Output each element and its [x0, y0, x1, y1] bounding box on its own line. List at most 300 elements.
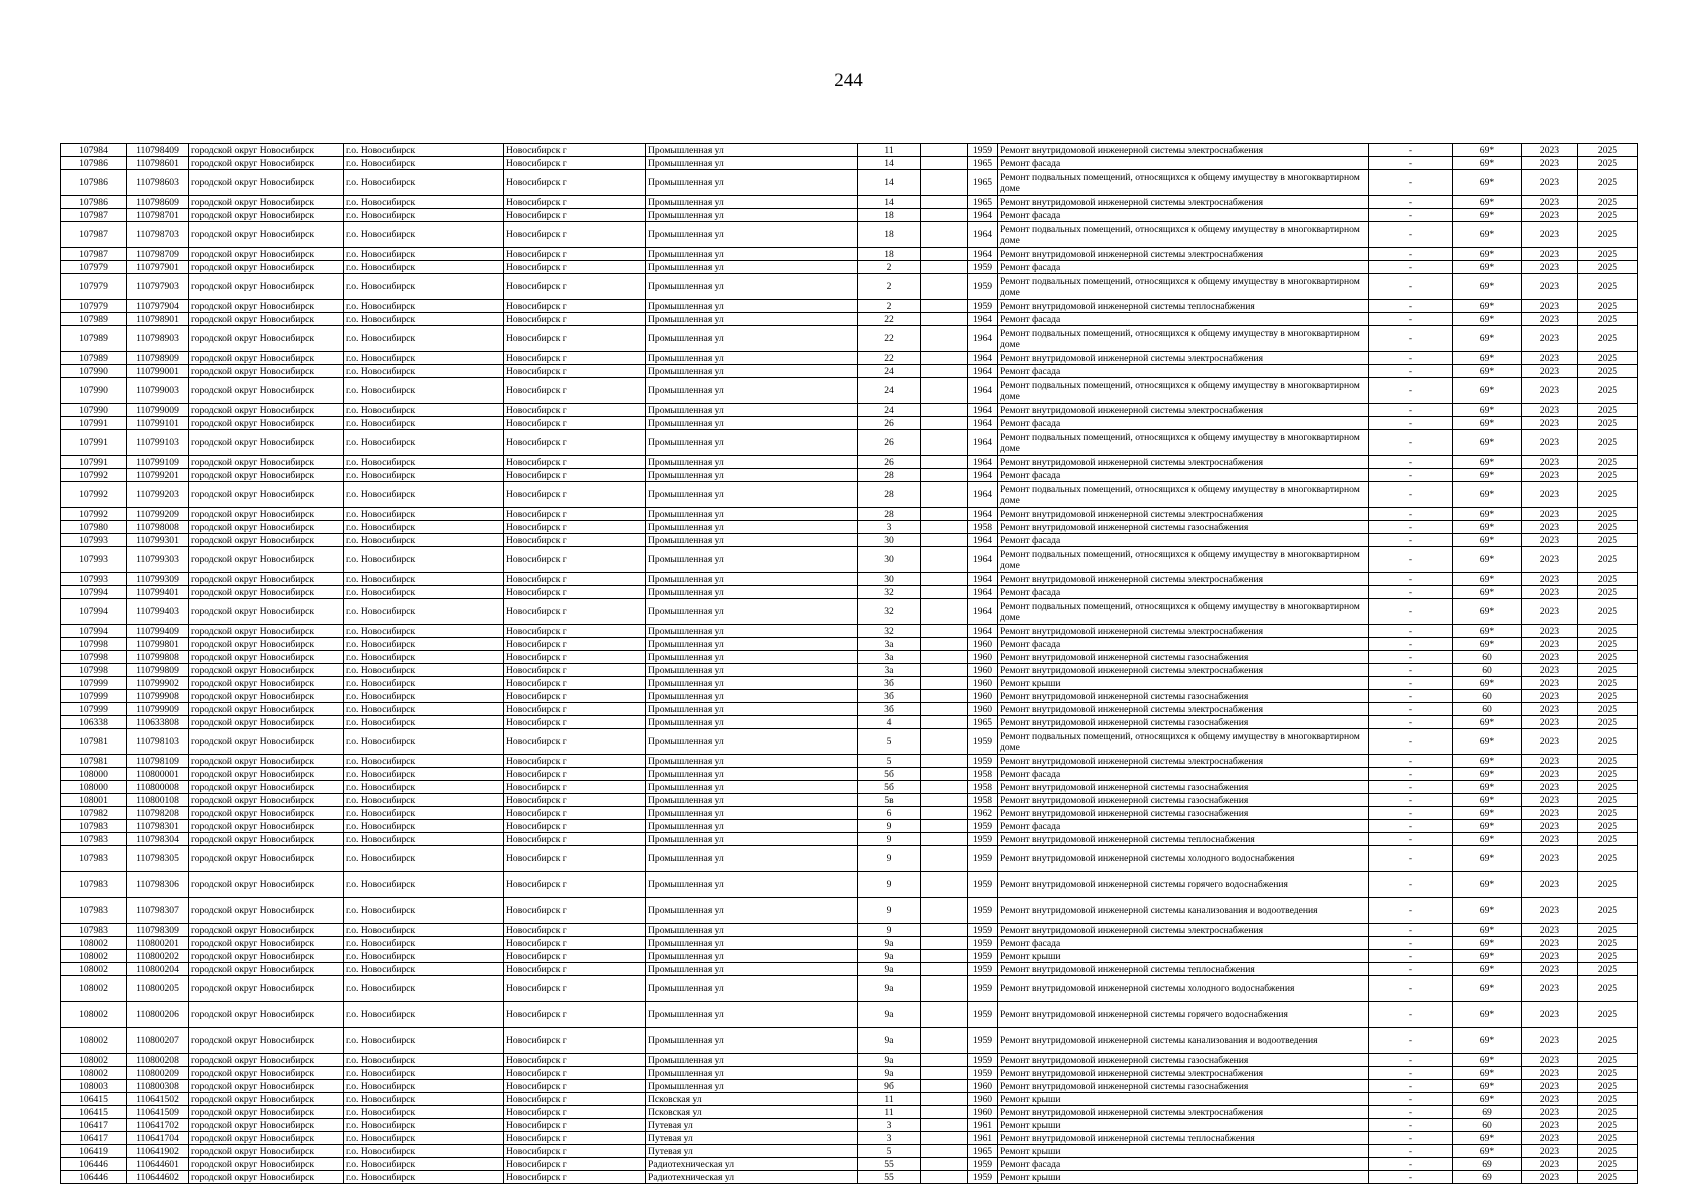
street-cell: Промышленная ул: [646, 703, 858, 716]
end-year-cell: 2025: [1578, 482, 1638, 508]
house-number-cell: 9а: [858, 1002, 921, 1028]
street-cell: Промышленная ул: [646, 196, 858, 209]
end-year-cell: 2025: [1578, 1145, 1638, 1158]
end-year-cell: 2025: [1578, 1106, 1638, 1119]
municipal-district-cell: городской округ Новосибирск: [189, 365, 344, 378]
wear-percent-cell: 69*: [1453, 313, 1522, 326]
table-row: [61, 300, 1638, 313]
build-year-cell: 1959: [968, 1067, 998, 1080]
work-type-cell: Ремонт фасада: [998, 937, 1369, 950]
start-year-cell: 2023: [1522, 157, 1578, 170]
municipal-district-cell: городской округ Новосибирск: [189, 1158, 344, 1171]
locality-cell: Новосибирск г: [504, 1054, 646, 1067]
house-number-cell: 5: [858, 729, 921, 755]
start-year-cell: 2023: [1522, 1080, 1578, 1093]
work-id-cell: 110797903: [127, 274, 189, 300]
row-id-cell: 108002: [61, 976, 127, 1002]
locality-cell: Новосибирск г: [504, 651, 646, 664]
settlement-cell: г.о. Новосибирск: [344, 300, 504, 313]
street-cell: Промышленная ул: [646, 144, 858, 157]
municipal-district-cell: городской округ Новосибирск: [189, 1119, 344, 1132]
table-row: [61, 820, 1638, 833]
locality-cell: Новосибирск г: [504, 872, 646, 898]
row-id-cell: 107983: [61, 898, 127, 924]
table-row: [61, 1145, 1638, 1158]
work-id-cell: 110633808: [127, 716, 189, 729]
build-year-cell: 1959: [968, 1002, 998, 1028]
wear-percent-cell: 69*: [1453, 482, 1522, 508]
row-id-cell: 107993: [61, 534, 127, 547]
table-row: [61, 248, 1638, 261]
table-row: [61, 365, 1638, 378]
street-cell: Промышленная ул: [646, 794, 858, 807]
row-id-cell: 107992: [61, 482, 127, 508]
street-cell: Промышленная ул: [646, 547, 858, 573]
wear-percent-cell: 69*: [1453, 1002, 1522, 1028]
extra-value-cell: -: [1369, 677, 1453, 690]
street-cell: Промышленная ул: [646, 222, 858, 248]
locality-cell: Новосибирск г: [504, 963, 646, 976]
settlement-cell: г.о. Новосибирск: [344, 898, 504, 924]
wear-percent-cell: 69*: [1453, 261, 1522, 274]
end-year-cell: 2025: [1578, 846, 1638, 872]
municipal-district-cell: городской округ Новосибирск: [189, 300, 344, 313]
building-number-cell: [921, 1119, 968, 1132]
end-year-cell: 2025: [1578, 1054, 1638, 1067]
build-year-cell: 1965: [968, 716, 998, 729]
building-number-cell: [921, 521, 968, 534]
building-number-cell: [921, 651, 968, 664]
locality-cell: Новосибирск г: [504, 144, 646, 157]
end-year-cell: 2025: [1578, 599, 1638, 625]
work-type-cell: Ремонт внутридомовой инженерной системы газоснабжения: [998, 521, 1369, 534]
building-number-cell: [921, 430, 968, 456]
wear-percent-cell: 69*: [1453, 157, 1522, 170]
table-row: [61, 261, 1638, 274]
settlement-cell: г.о. Новосибирск: [344, 417, 504, 430]
building-number-cell: [921, 1093, 968, 1106]
row-id-cell: 107992: [61, 469, 127, 482]
end-year-cell: 2025: [1578, 1093, 1638, 1106]
work-id-cell: 110799809: [127, 664, 189, 677]
building-number-cell: [921, 976, 968, 1002]
work-id-cell: 110799909: [127, 703, 189, 716]
work-id-cell: 110798307: [127, 898, 189, 924]
house-number-cell: 9: [858, 924, 921, 937]
end-year-cell: 2025: [1578, 781, 1638, 794]
street-cell: Промышленная ул: [646, 807, 858, 820]
build-year-cell: 1959: [968, 729, 998, 755]
table-row: [61, 651, 1638, 664]
street-cell: Промышленная ул: [646, 846, 858, 872]
extra-value-cell: -: [1369, 638, 1453, 651]
settlement-cell: г.о. Новосибирск: [344, 1119, 504, 1132]
street-cell: Промышленная ул: [646, 950, 858, 963]
settlement-cell: г.о. Новосибирск: [344, 157, 504, 170]
settlement-cell: г.о. Новосибирск: [344, 664, 504, 677]
start-year-cell: 2023: [1522, 1093, 1578, 1106]
house-number-cell: 30: [858, 573, 921, 586]
building-number-cell: [921, 1158, 968, 1171]
build-year-cell: 1964: [968, 573, 998, 586]
wear-percent-cell: 69*: [1453, 144, 1522, 157]
settlement-cell: г.о. Новосибирск: [344, 209, 504, 222]
work-id-cell: 110798901: [127, 313, 189, 326]
row-id-cell: 107984: [61, 144, 127, 157]
locality-cell: Новосибирск г: [504, 1106, 646, 1119]
end-year-cell: 2025: [1578, 807, 1638, 820]
work-type-cell: Ремонт внутридомовой инженерной системы электроснабжения: [998, 1106, 1369, 1119]
table-row: [61, 729, 1638, 755]
wear-percent-cell: 69*: [1453, 1067, 1522, 1080]
settlement-cell: г.о. Новосибирск: [344, 703, 504, 716]
work-type-cell: Ремонт фасада: [998, 417, 1369, 430]
building-number-cell: [921, 365, 968, 378]
table-row: [61, 664, 1638, 677]
work-type-cell: Ремонт фасада: [998, 157, 1369, 170]
house-number-cell: 9: [858, 846, 921, 872]
extra-value-cell: -: [1369, 1028, 1453, 1054]
row-id-cell: 107994: [61, 625, 127, 638]
end-year-cell: 2025: [1578, 586, 1638, 599]
document-table-wrapper: [60, 143, 1637, 1184]
row-id-cell: 107991: [61, 417, 127, 430]
municipal-district-cell: городской округ Новосибирск: [189, 703, 344, 716]
wear-percent-cell: 69*: [1453, 404, 1522, 417]
house-number-cell: 3б: [858, 677, 921, 690]
table-row: [61, 482, 1638, 508]
building-number-cell: [921, 1132, 968, 1145]
house-number-cell: 11: [858, 144, 921, 157]
table-row: [61, 547, 1638, 573]
work-id-cell: 110641702: [127, 1119, 189, 1132]
row-id-cell: 107990: [61, 378, 127, 404]
work-id-cell: 110799003: [127, 378, 189, 404]
extra-value-cell: -: [1369, 144, 1453, 157]
work-type-cell: Ремонт внутридомовой инженерной системы канализования и водоотведения: [998, 1028, 1369, 1054]
work-id-cell: 110641902: [127, 1145, 189, 1158]
start-year-cell: 2023: [1522, 170, 1578, 196]
municipal-district-cell: городской округ Новосибирск: [189, 157, 344, 170]
settlement-cell: г.о. Новосибирск: [344, 690, 504, 703]
building-number-cell: [921, 755, 968, 768]
start-year-cell: 2023: [1522, 586, 1578, 599]
house-number-cell: 24: [858, 365, 921, 378]
house-number-cell: 9а: [858, 937, 921, 950]
street-cell: Промышленная ул: [646, 820, 858, 833]
locality-cell: Новосибирск г: [504, 833, 646, 846]
house-number-cell: 32: [858, 625, 921, 638]
locality-cell: Новосибирск г: [504, 378, 646, 404]
end-year-cell: 2025: [1578, 456, 1638, 469]
end-year-cell: 2025: [1578, 144, 1638, 157]
street-cell: Промышленная ул: [646, 482, 858, 508]
work-id-cell: 110800204: [127, 963, 189, 976]
wear-percent-cell: 69*: [1453, 924, 1522, 937]
wear-percent-cell: 69*: [1453, 638, 1522, 651]
building-number-cell: [921, 794, 968, 807]
work-type-cell: Ремонт внутридомовой инженерной системы электроснабжения: [998, 508, 1369, 521]
municipal-district-cell: городской округ Новосибирск: [189, 963, 344, 976]
extra-value-cell: -: [1369, 157, 1453, 170]
settlement-cell: г.о. Новосибирск: [344, 1145, 504, 1158]
work-id-cell: 110799409: [127, 625, 189, 638]
row-id-cell: 108002: [61, 950, 127, 963]
end-year-cell: 2025: [1578, 313, 1638, 326]
street-cell: Промышленная ул: [646, 300, 858, 313]
table-row: [61, 1106, 1638, 1119]
settlement-cell: г.о. Новосибирск: [344, 326, 504, 352]
start-year-cell: 2023: [1522, 1028, 1578, 1054]
build-year-cell: 1958: [968, 794, 998, 807]
row-id-cell: 108002: [61, 963, 127, 976]
end-year-cell: 2025: [1578, 1158, 1638, 1171]
street-cell: Промышленная ул: [646, 963, 858, 976]
house-number-cell: 5б: [858, 781, 921, 794]
settlement-cell: г.о. Новосибирск: [344, 677, 504, 690]
building-number-cell: [921, 144, 968, 157]
start-year-cell: 2023: [1522, 898, 1578, 924]
building-number-cell: [921, 638, 968, 651]
wear-percent-cell: 69*: [1453, 599, 1522, 625]
start-year-cell: 2023: [1522, 196, 1578, 209]
building-number-cell: [921, 768, 968, 781]
locality-cell: Новосибирск г: [504, 1028, 646, 1054]
settlement-cell: г.о. Новосибирск: [344, 521, 504, 534]
building-number-cell: [921, 547, 968, 573]
wear-percent-cell: 69*: [1453, 547, 1522, 573]
extra-value-cell: -: [1369, 170, 1453, 196]
row-id-cell: 107983: [61, 833, 127, 846]
locality-cell: Новосибирск г: [504, 313, 646, 326]
locality-cell: Новосибирск г: [504, 1119, 646, 1132]
build-year-cell: 1964: [968, 508, 998, 521]
building-number-cell: [921, 1028, 968, 1054]
wear-percent-cell: 69*: [1453, 898, 1522, 924]
wear-percent-cell: 69*: [1453, 274, 1522, 300]
house-number-cell: 30: [858, 534, 921, 547]
work-id-cell: 110799203: [127, 482, 189, 508]
house-number-cell: 18: [858, 222, 921, 248]
locality-cell: Новосибирск г: [504, 248, 646, 261]
building-number-cell: [921, 157, 968, 170]
street-cell: Промышленная ул: [646, 1067, 858, 1080]
street-cell: Промышленная ул: [646, 937, 858, 950]
locality-cell: Новосибирск г: [504, 1145, 646, 1158]
wear-percent-cell: 69*: [1453, 469, 1522, 482]
end-year-cell: 2025: [1578, 833, 1638, 846]
street-cell: Промышленная ул: [646, 872, 858, 898]
building-number-cell: [921, 456, 968, 469]
locality-cell: Новосибирск г: [504, 1067, 646, 1080]
extra-value-cell: -: [1369, 469, 1453, 482]
municipal-district-cell: городской округ Новосибирск: [189, 1067, 344, 1080]
street-cell: Промышленная ул: [646, 625, 858, 638]
municipal-district-cell: городской округ Новосибирск: [189, 417, 344, 430]
end-year-cell: 2025: [1578, 1119, 1638, 1132]
work-id-cell: 110798601: [127, 157, 189, 170]
extra-value-cell: -: [1369, 1145, 1453, 1158]
build-year-cell: 1965: [968, 196, 998, 209]
settlement-cell: г.о. Новосибирск: [344, 833, 504, 846]
start-year-cell: 2023: [1522, 950, 1578, 963]
building-number-cell: [921, 248, 968, 261]
settlement-cell: г.о. Новосибирск: [344, 378, 504, 404]
house-number-cell: 22: [858, 326, 921, 352]
settlement-cell: г.о. Новосибирск: [344, 261, 504, 274]
extra-value-cell: -: [1369, 313, 1453, 326]
locality-cell: Новосибирск г: [504, 729, 646, 755]
work-type-cell: Ремонт фасада: [998, 261, 1369, 274]
row-id-cell: 107998: [61, 664, 127, 677]
wear-percent-cell: 69*: [1453, 352, 1522, 365]
table-row: [61, 1119, 1638, 1132]
build-year-cell: 1965: [968, 157, 998, 170]
build-year-cell: 1959: [968, 937, 998, 950]
row-id-cell: 106415: [61, 1093, 127, 1106]
work-id-cell: 110798409: [127, 144, 189, 157]
extra-value-cell: -: [1369, 976, 1453, 1002]
street-cell: Промышленная ул: [646, 248, 858, 261]
work-id-cell: 110798701: [127, 209, 189, 222]
wear-percent-cell: 69*: [1453, 170, 1522, 196]
work-type-cell: Ремонт внутридомовой инженерной системы газоснабжения: [998, 794, 1369, 807]
end-year-cell: 2025: [1578, 352, 1638, 365]
house-number-cell: 3а: [858, 664, 921, 677]
row-id-cell: 106415: [61, 1106, 127, 1119]
table-row: [61, 794, 1638, 807]
locality-cell: Новосибирск г: [504, 1132, 646, 1145]
house-number-cell: 9а: [858, 1067, 921, 1080]
start-year-cell: 2023: [1522, 1132, 1578, 1145]
extra-value-cell: -: [1369, 664, 1453, 677]
wear-percent-cell: 69*: [1453, 625, 1522, 638]
house-number-cell: 14: [858, 196, 921, 209]
work-type-cell: Ремонт внутридомовой инженерной системы электроснабжения: [998, 456, 1369, 469]
street-cell: Промышленная ул: [646, 521, 858, 534]
building-number-cell: [921, 222, 968, 248]
settlement-cell: г.о. Новосибирск: [344, 352, 504, 365]
build-year-cell: 1964: [968, 586, 998, 599]
wear-percent-cell: 69*: [1453, 417, 1522, 430]
end-year-cell: 2025: [1578, 508, 1638, 521]
building-number-cell: [921, 313, 968, 326]
municipal-district-cell: городской округ Новосибирск: [189, 1093, 344, 1106]
table-row: [61, 573, 1638, 586]
settlement-cell: г.о. Новосибирск: [344, 274, 504, 300]
settlement-cell: г.о. Новосибирск: [344, 820, 504, 833]
municipal-district-cell: городской округ Новосибирск: [189, 820, 344, 833]
settlement-cell: г.о. Новосибирск: [344, 196, 504, 209]
building-number-cell: [921, 417, 968, 430]
end-year-cell: 2025: [1578, 547, 1638, 573]
table-row: [61, 326, 1638, 352]
municipal-district-cell: городской округ Новосибирск: [189, 313, 344, 326]
work-type-cell: Ремонт внутридомовой инженерной системы газоснабжения: [998, 690, 1369, 703]
extra-value-cell: -: [1369, 248, 1453, 261]
end-year-cell: 2025: [1578, 170, 1638, 196]
start-year-cell: 2023: [1522, 794, 1578, 807]
locality-cell: Новосибирск г: [504, 274, 646, 300]
build-year-cell: 1964: [968, 378, 998, 404]
table-row: [61, 469, 1638, 482]
table-row: [61, 157, 1638, 170]
end-year-cell: 2025: [1578, 755, 1638, 768]
house-number-cell: 5в: [858, 794, 921, 807]
street-cell: Промышленная ул: [646, 638, 858, 651]
wear-percent-cell: 69*: [1453, 950, 1522, 963]
extra-value-cell: -: [1369, 1080, 1453, 1093]
row-id-cell: 107979: [61, 261, 127, 274]
extra-value-cell: -: [1369, 534, 1453, 547]
start-year-cell: 2023: [1522, 326, 1578, 352]
building-number-cell: [921, 950, 968, 963]
building-number-cell: [921, 1002, 968, 1028]
settlement-cell: г.о. Новосибирск: [344, 937, 504, 950]
settlement-cell: г.о. Новосибирск: [344, 729, 504, 755]
start-year-cell: 2023: [1522, 378, 1578, 404]
row-id-cell: 107986: [61, 196, 127, 209]
work-type-cell: Ремонт внутридомовой инженерной системы электроснабжения: [998, 248, 1369, 261]
end-year-cell: 2025: [1578, 248, 1638, 261]
table-row: [61, 716, 1638, 729]
build-year-cell: 1964: [968, 404, 998, 417]
house-number-cell: 55: [858, 1171, 921, 1184]
house-number-cell: 9: [858, 833, 921, 846]
municipal-district-cell: городской округ Новосибирск: [189, 872, 344, 898]
work-id-cell: 110800205: [127, 976, 189, 1002]
start-year-cell: 2023: [1522, 508, 1578, 521]
work-id-cell: 110798903: [127, 326, 189, 352]
municipal-district-cell: городской округ Новосибирск: [189, 404, 344, 417]
end-year-cell: 2025: [1578, 521, 1638, 534]
locality-cell: Новосибирск г: [504, 1080, 646, 1093]
wear-percent-cell: 69*: [1453, 677, 1522, 690]
table-row: [61, 274, 1638, 300]
municipal-district-cell: городской округ Новосибирск: [189, 573, 344, 586]
work-id-cell: 110800008: [127, 781, 189, 794]
end-year-cell: 2025: [1578, 573, 1638, 586]
row-id-cell: 107992: [61, 508, 127, 521]
locality-cell: Новосибирск г: [504, 1171, 646, 1184]
settlement-cell: г.о. Новосибирск: [344, 586, 504, 599]
settlement-cell: г.о. Новосибирск: [344, 1067, 504, 1080]
row-id-cell: 107979: [61, 274, 127, 300]
building-number-cell: [921, 677, 968, 690]
row-id-cell: 107980: [61, 521, 127, 534]
house-number-cell: 28: [858, 469, 921, 482]
table-row: [61, 976, 1638, 1002]
house-number-cell: 9а: [858, 950, 921, 963]
work-id-cell: 110798703: [127, 222, 189, 248]
settlement-cell: г.о. Новосибирск: [344, 1158, 504, 1171]
build-year-cell: 1964: [968, 534, 998, 547]
work-type-cell: Ремонт внутридомовой инженерной системы горячего водоснабжения: [998, 1002, 1369, 1028]
start-year-cell: 2023: [1522, 677, 1578, 690]
municipal-district-cell: городской округ Новосибирск: [189, 430, 344, 456]
build-year-cell: 1960: [968, 638, 998, 651]
municipal-district-cell: городской округ Новосибирск: [189, 1002, 344, 1028]
settlement-cell: г.о. Новосибирск: [344, 547, 504, 573]
building-number-cell: [921, 898, 968, 924]
row-id-cell: 107993: [61, 547, 127, 573]
work-type-cell: Ремонт фасада: [998, 313, 1369, 326]
build-year-cell: 1964: [968, 248, 998, 261]
end-year-cell: 2025: [1578, 729, 1638, 755]
building-number-cell: [921, 1054, 968, 1067]
end-year-cell: 2025: [1578, 1080, 1638, 1093]
extra-value-cell: -: [1369, 521, 1453, 534]
